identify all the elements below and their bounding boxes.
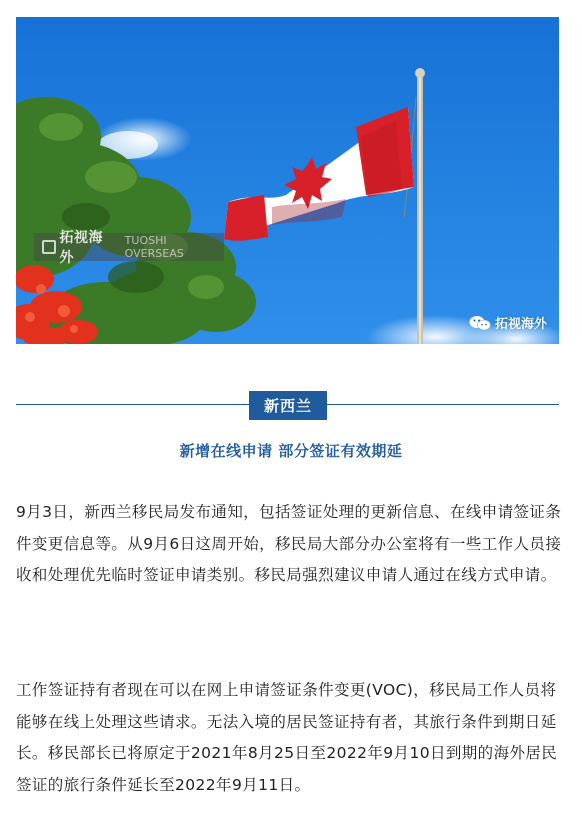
section-badge: 新西兰	[249, 391, 327, 420]
watermark-right	[469, 313, 547, 332]
logo-icon	[42, 240, 56, 254]
paragraph-2: 工作签证持有者现在可以在网上申请签证条件变更(VOC)，移民局工作人员将能够在线上处理这些请求。无法入境的居民签证持有者，其旅行条件到期日延长。移民部长已将原定于2021年8月25日至2022年9月10日到期的海外居民签证的旅行条件延长至2022年9月11日。	[16, 681, 558, 794]
paragraph-1: 9月3日，新西兰移民局发布通知，包括签证处理的更新信息、在线申请签证条件变更信息等。从9月6日这周开始，移民局大部分办公室将有一些工作人员接收和处理优先临时签证申请类别。移民局强烈建议申请人通过在线方式申请。	[16, 503, 562, 584]
wechat-icon	[469, 315, 491, 331]
article-subtitle: 新增在线申请 部分签证有效期延	[179, 442, 403, 460]
hero-image	[16, 17, 559, 344]
canada-flag-photo	[16, 17, 559, 344]
watermark-left-subtext: TUOSHI OVERSEAS	[124, 234, 184, 260]
watermark-left	[34, 230, 224, 266]
watermark-right-text: 拓视海外	[494, 317, 547, 332]
watermark-left-text: 拓视海外	[59, 230, 104, 266]
